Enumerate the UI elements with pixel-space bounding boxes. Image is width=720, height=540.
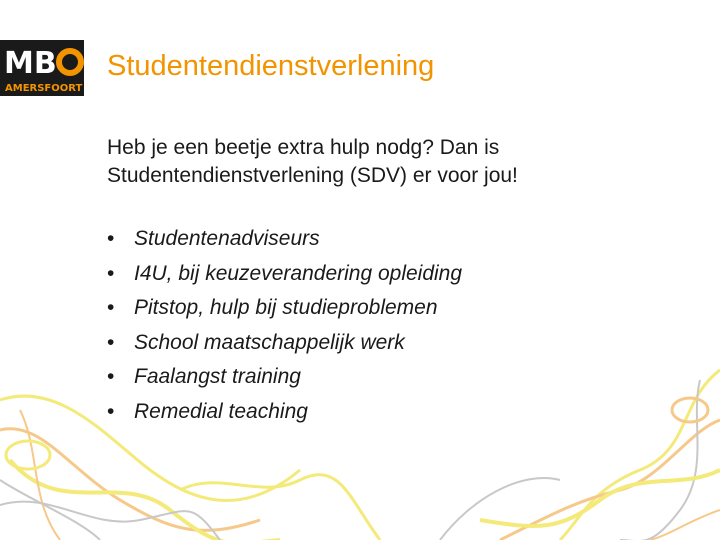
list-item <box>107 326 462 361</box>
list-item <box>107 222 462 257</box>
list-item <box>107 360 462 395</box>
list-item <box>107 395 462 430</box>
list-item-label: Remedial teaching <box>134 399 308 423</box>
list-item <box>107 291 462 326</box>
intro-text: Heb je een beetje extra hulp nodg? Dan is Studentendienstverlening (SDV) er voor jou! <box>107 136 518 187</box>
list-item-label: Faalangst training <box>134 365 301 388</box>
mbo-amersfoort-logo <box>0 40 84 96</box>
list-item-label: Studentenadviseurs <box>134 227 320 250</box>
page-title: Studentendienstverlening <box>107 50 435 82</box>
bullet-marker: • <box>107 330 115 354</box>
bullet-marker: • <box>107 365 115 388</box>
logo-mbo-text: MB <box>4 46 57 81</box>
list-item-label: I4U, bij keuzeverandering opleiding <box>134 261 463 285</box>
bullet-marker: • <box>107 296 115 319</box>
logo-amersfoort-text: AMERSFOORT <box>5 83 83 94</box>
list-item-label: School maatschappelijk werk <box>134 330 405 354</box>
bullet-marker: • <box>107 227 115 250</box>
list-item-label: Pitstop, hulp bij studieproblemen <box>134 296 438 319</box>
bullet-marker: • <box>107 261 115 285</box>
list-item <box>107 257 462 292</box>
bullet-marker: • <box>107 399 115 423</box>
services-list <box>107 222 462 429</box>
